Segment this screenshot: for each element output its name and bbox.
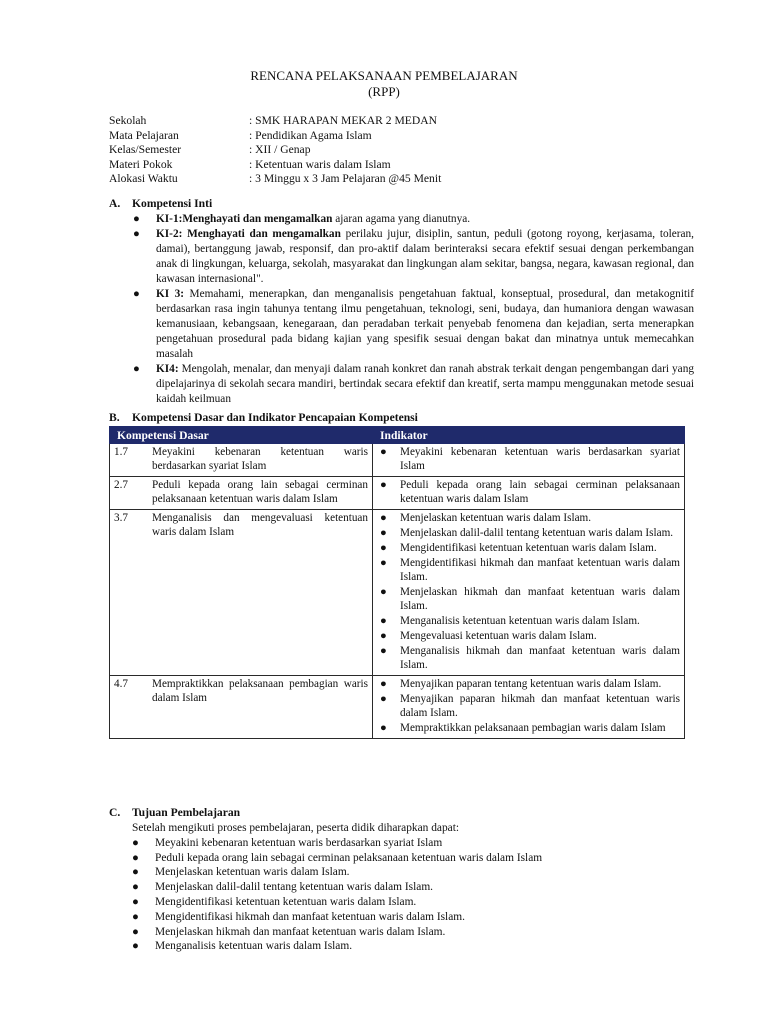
bullet-icon: ● — [133, 288, 140, 300]
bullet-icon: ● — [132, 940, 139, 953]
tujuan-intro: Setelah mengikuti proses pembelajaran, peserta didik diharapkan dapat: — [132, 822, 460, 834]
ki-item — [133, 362, 694, 407]
bullet-icon: ● — [133, 228, 140, 240]
kompetensi-table — [109, 426, 685, 739]
bullet-icon: ● — [380, 527, 387, 539]
ki-text: perilaku jujur, disiplin, santun, peduli (gotong royong, kerjasama, toleran, damai), bertanggung jawab, responsif, dan pro-aktif dalam berinteraksi secara efektif sesuai dengan perkembangan anak di lingkungan, keluarga, sekolah, masyarakat dan lingkungan alam sekitar, bangsa, negara, kawasan regional, dan kawasan internasional". — [156, 228, 695, 285]
kd-number: 1.7 — [114, 446, 128, 458]
indikator-text: Menganalisis hikmah dan manfaat ketentuan waris dalam Islam. — [400, 645, 680, 671]
tujuan-item — [132, 851, 692, 866]
indikator-item — [377, 478, 680, 506]
bullet-icon: ● — [380, 645, 387, 657]
indikator-list — [377, 677, 680, 735]
tujuan-block — [132, 821, 692, 954]
bullet-icon: ● — [380, 542, 387, 554]
kd-description: Mempraktikkan pelaksanaan pembagian waris dalam Islam — [152, 678, 368, 704]
indikator-item — [377, 556, 680, 584]
indikator-item — [377, 614, 680, 628]
column-header-indikator: Indikator — [373, 427, 685, 444]
ki-item — [133, 287, 694, 362]
indikator-list — [377, 445, 680, 473]
kd-content — [114, 677, 368, 705]
indikator-text: Mengidentifikasi hikmah dan manfaat ketentuan waris dalam Islam. — [400, 557, 680, 583]
kd-number: 4.7 — [114, 678, 128, 690]
tujuan-item — [132, 925, 692, 940]
section-letter: B. — [109, 411, 120, 424]
bullet-icon: ● — [132, 881, 139, 894]
bullet-icon: ● — [132, 910, 139, 923]
indikator-cell — [373, 510, 685, 676]
indikator-text: Menyajikan paparan hikmah dan manfaat ketentuan waris dalam Islam. — [400, 693, 680, 719]
indikator-item — [377, 644, 680, 672]
kd-cell — [110, 477, 373, 510]
info-value: : 3 Minggu x 3 Jam Pelajaran @45 Menit — [249, 172, 442, 186]
info-value: : SMK HARAPAN MEKAR 2 MEDAN — [249, 114, 437, 127]
kd-number: 2.7 — [114, 479, 128, 491]
indikator-item — [377, 629, 680, 643]
ki-text: Mengolah, menalar, dan menyaji dalam ranah konkret dan ranah abstrak terkait dengan pengembangan dari yang dipelajarinya di sekolah secara mandiri, bertindak secara efektif dan kreatif, serta mampu menggunakan metode sesuai kaidah keilmuan — [156, 363, 694, 405]
info-value: : Pendidikan Agama Islam — [249, 128, 372, 142]
tujuan-text: Mengidentifikasi ketentuan ketentuan waris dalam Islam. — [155, 895, 417, 908]
tujuan-item — [132, 836, 692, 851]
section-title: Kompetensi Dasar dan Indikator Pencapaian Kompetensi — [132, 411, 418, 424]
ki-bold-text: Menghayati dan mengamalkan — [182, 213, 333, 225]
indikator-text: Menyajikan paparan tentang ketentuan waris dalam Islam. — [400, 678, 662, 690]
info-label: Sekolah — [109, 114, 147, 127]
tujuan-text: Menjelaskan dalil-dalil tentang ketentuan waris dalam Islam. — [155, 881, 434, 894]
tujuan-text: Menjelaskan ketentuan waris dalam Islam. — [155, 866, 350, 879]
column-header-kompetensi-dasar: Kompetensi Dasar — [110, 427, 373, 444]
tujuan-item — [132, 939, 692, 954]
bullet-icon: ● — [380, 678, 387, 690]
kompetensi-inti-list — [133, 212, 694, 407]
tujuan-item — [132, 910, 692, 925]
kd-content — [114, 478, 368, 506]
bullet-icon: ● — [132, 925, 139, 938]
tujuan-text: Peduli kepada orang lain sebagai cerminan pelaksanaan ketentuan waris dalam Islam — [155, 851, 543, 864]
indikator-text: Meyakini kebenaran ketentuan waris berdasarkan syariat Islam — [400, 446, 680, 472]
bullet-icon: ● — [380, 512, 387, 524]
table-row — [110, 510, 685, 676]
indikator-text: Menganalisis ketentuan ketentuan waris dalam Islam. — [400, 615, 640, 627]
bullet-icon: ● — [380, 630, 387, 642]
section-letter: A. — [109, 197, 121, 210]
indikator-list — [377, 511, 680, 672]
table-row — [110, 477, 685, 510]
kd-cell — [110, 444, 373, 477]
kd-cell — [110, 676, 373, 739]
bullet-icon: ● — [380, 586, 387, 598]
info-label: Mata Pelajaran — [109, 128, 179, 142]
tujuan-list — [132, 836, 692, 954]
indikator-item — [377, 721, 680, 735]
kd-cell — [110, 510, 373, 676]
info-row — [109, 158, 669, 173]
table-row — [110, 676, 685, 739]
table-header-row — [110, 427, 685, 444]
indikator-item — [377, 585, 680, 613]
indikator-item — [377, 541, 680, 555]
bullet-icon: ● — [132, 836, 139, 849]
kd-number: 3.7 — [114, 512, 128, 524]
document-subtitle: (RPP) — [368, 84, 400, 99]
info-row — [109, 172, 669, 187]
bullet-icon: ● — [380, 722, 387, 734]
kd-description: Meyakini kebenaran ketentuan waris berdasarkan syariat Islam — [152, 446, 368, 472]
info-value: : Ketentuan waris dalam Islam — [249, 157, 391, 171]
bullet-icon: ● — [133, 363, 140, 375]
section-letter: C. — [109, 806, 121, 819]
tujuan-item — [132, 880, 692, 895]
kd-content — [114, 445, 368, 473]
ki-bold-text: Menghayati dan mengamalkan — [182, 228, 341, 240]
bullet-icon: ● — [133, 213, 140, 225]
indikator-text: Menjelaskan hikmah dan manfaat ketentuan waris dalam Islam. — [400, 586, 680, 612]
ki-text: Memahami, menerapkan, dan menganalisis pengetahuan faktual, konseptual, prosedural, dan metakognitif berdasarkan rasa ingin tahunya tentang ilmu pengetahuan, teknologi, seni, budaya, dan humaniora dengan wawasan kemanusiaan, kebangsaan, kenegaraan, dan peradaban terkait penyebab fenomena dan kejadian, serta menerapkan pengetahuan prosedural pada bidang kajian yang spesifik sesuai dengan bakat dan minatnya untuk memecahkan masalah — [156, 288, 694, 360]
indikator-item — [377, 526, 680, 540]
bullet-icon: ● — [132, 866, 139, 879]
ki-text: ajaran agama yang dianutnya. — [332, 213, 471, 225]
indikator-item — [377, 511, 680, 525]
bullet-icon: ● — [132, 895, 139, 908]
tujuan-text: Menganalisis ketentuan waris dalam Islam. — [155, 940, 353, 953]
ki-code: KI-2: — [156, 228, 183, 240]
indikator-text: Menjelaskan dalil-dalil tentang ketentuan waris dalam Islam. — [400, 527, 674, 539]
indikator-cell — [373, 444, 685, 477]
info-row — [109, 114, 669, 129]
info-label: Alokasi Waktu — [109, 172, 178, 186]
tujuan-text: Meyakini kebenaran ketentuan waris berdasarkan syariat Islam — [155, 836, 443, 849]
indikator-text: Mempraktikkan pelaksanaan pembagian waris dalam Islam — [400, 722, 666, 734]
section-title: Kompetensi Inti — [132, 197, 213, 210]
tujuan-item — [132, 865, 692, 880]
bullet-icon: ● — [380, 446, 387, 458]
ki-code: KI 3: — [156, 288, 185, 300]
info-row — [109, 129, 669, 144]
info-label: Materi Pokok — [109, 157, 173, 171]
info-block — [109, 114, 669, 187]
section-title: Tujuan Pembelajaran — [132, 806, 241, 819]
indikator-text: Mengidentifikasi ketentuan ketentuan waris dalam Islam. — [400, 542, 657, 554]
indikator-item — [377, 692, 680, 720]
indikator-item — [377, 677, 680, 691]
indikator-text: Mengevaluasi ketentuan waris dalam Islam. — [400, 630, 597, 642]
info-label: Kelas/Semester — [109, 143, 182, 157]
bullet-icon: ● — [380, 557, 387, 569]
ki-code: KI4: — [156, 363, 179, 375]
ki-item — [133, 212, 694, 227]
info-row — [109, 143, 669, 158]
indikator-item — [377, 445, 680, 473]
indikator-text: Menjelaskan ketentuan waris dalam Islam. — [400, 512, 592, 524]
bullet-icon: ● — [380, 615, 387, 627]
document-title: RENCANA PELAKSANAAN PEMBELAJARAN — [250, 68, 518, 83]
tujuan-text: Mengidentifikasi hikmah dan manfaat ketentuan waris dalam Islam. — [155, 910, 465, 923]
bullet-icon: ● — [380, 479, 387, 491]
indikator-cell — [373, 676, 685, 739]
table-row — [110, 444, 685, 477]
ki-item — [133, 227, 694, 287]
tujuan-text: Menjelaskan hikmah dan manfaat ketentuan waris dalam Islam. — [155, 925, 446, 938]
ki-code: KI-1: — [156, 213, 183, 225]
kd-content — [114, 511, 368, 539]
kd-description: Peduli kepada orang lain sebagai cerminan pelaksanaan ketentuan waris dalam Islam — [152, 479, 368, 505]
indikator-cell — [373, 477, 685, 510]
tujuan-item — [132, 895, 692, 910]
indikator-list — [377, 478, 680, 506]
bullet-icon: ● — [132, 851, 139, 864]
info-value: : XII / Genap — [249, 143, 311, 157]
kd-description: Menganalisis dan mengevaluasi ketentuan waris dalam Islam — [152, 512, 368, 538]
bullet-icon: ● — [380, 693, 387, 705]
indikator-text: Peduli kepada orang lain sebagai cerminan pelaksanaan ketentuan waris dalam Islam — [400, 479, 680, 505]
